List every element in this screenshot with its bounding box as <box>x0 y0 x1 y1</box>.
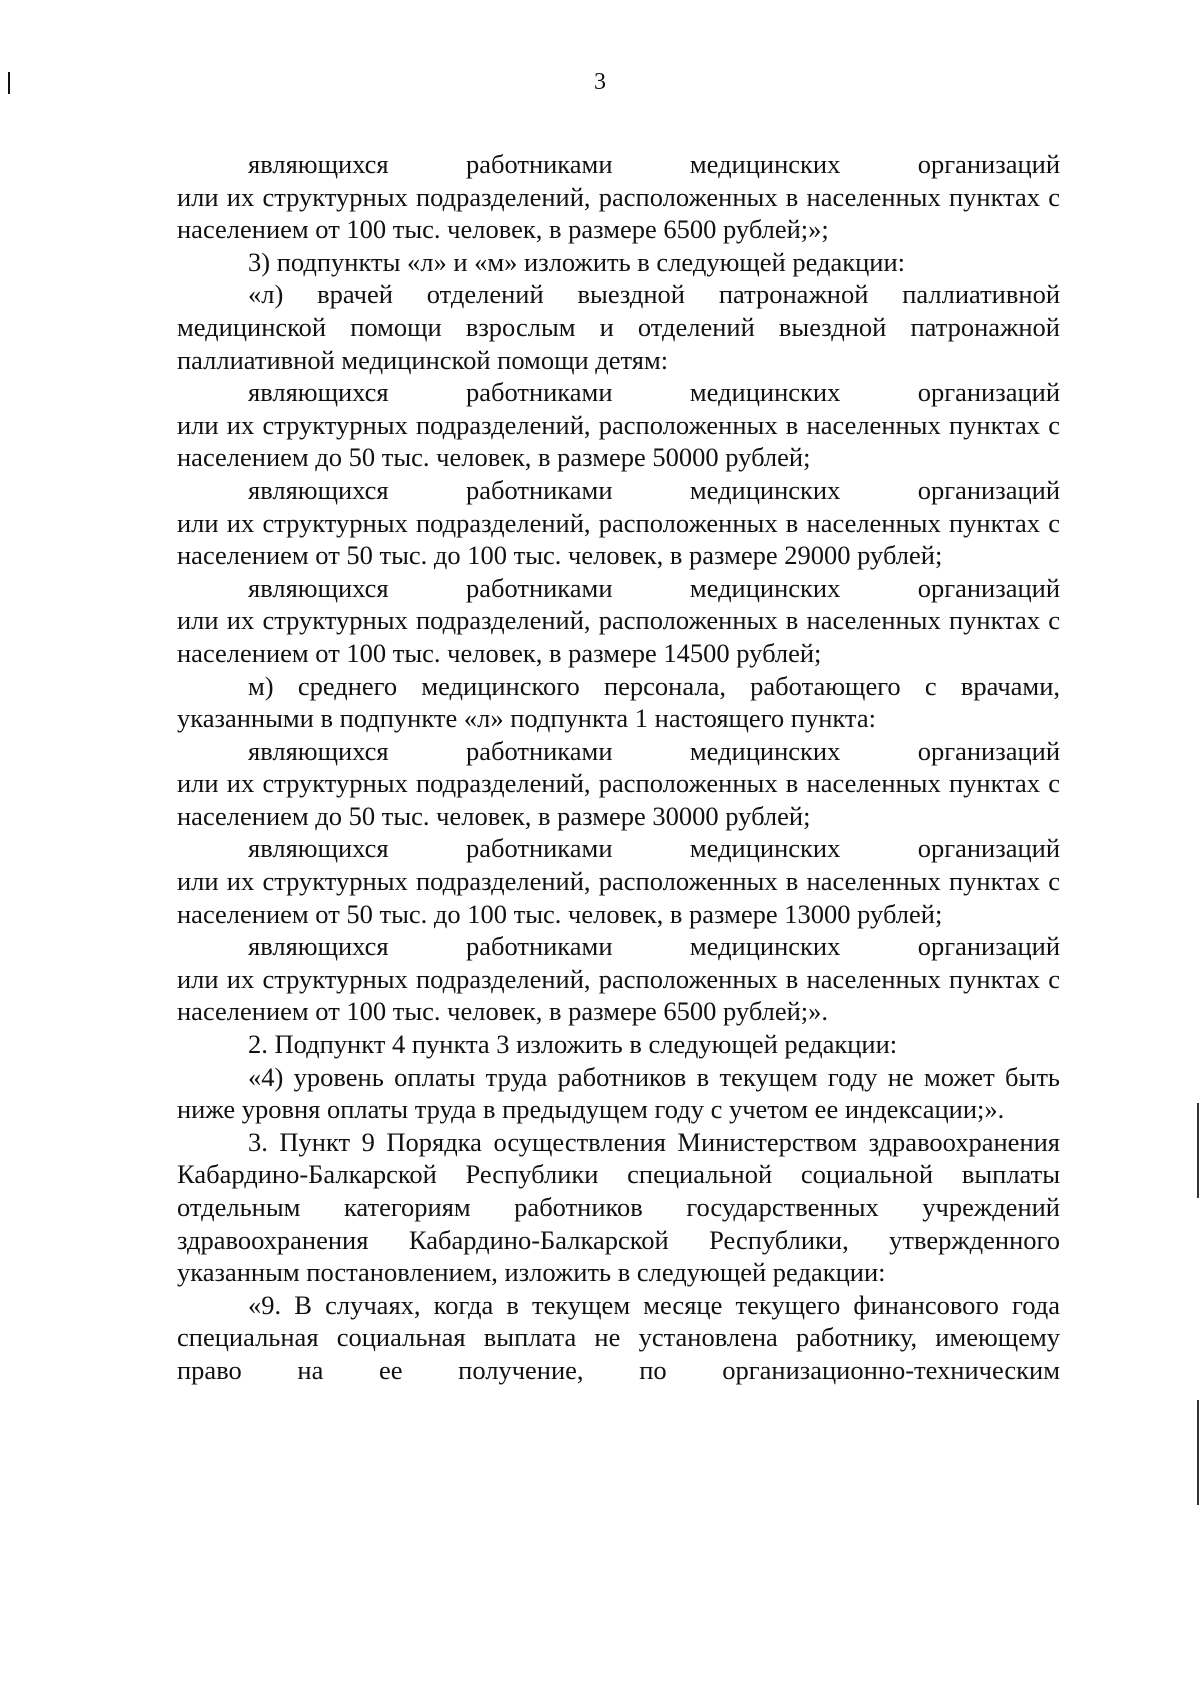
paragraph: 3) подпункты «л» и «м» изложить в следующей редакции: <box>248 246 906 277</box>
paragraph: или их структурных подразделений, расположенных в населенных пунктах с населением до 50 тыс. человек, в размере 50000 рублей; <box>177 409 1060 473</box>
paragraph: «л) врачей отделений выездной патронажной паллиативной медицинской помощи взрослым и отделений выездной патронажной паллиативной медицинской помощи детям: <box>177 279 1060 375</box>
paragraph: являющихся работниками медицинских организаций <box>248 377 1060 408</box>
paragraph: являющихся работниками медицинских организаций <box>248 833 1060 864</box>
paragraph: являющихся работниками медицинских организаций <box>248 474 1060 505</box>
paragraph: или их структурных подразделений, расположенных в населенных пунктах с населением от 100 тыс. человек, в размере 6500 рублей;». <box>177 963 1060 1027</box>
paragraph: или их структурных подразделений, расположенных в населенных пунктах с населением от 50 тыс. до 100 тыс. человек, в размере 13000 рублей; <box>177 866 1060 929</box>
scan-edge-mark <box>1197 1103 1199 1198</box>
paragraph: или их структурных подразделений, расположенных в населенных пунктах с населением от 100 тыс. человек, в размере 6500 рублей;»; <box>177 181 1060 245</box>
paragraph: 2. Подпункт 4 пункта 3 изложить в следующей редакции: <box>248 1029 898 1060</box>
paragraph: являющихся работниками медицинских организаций <box>248 572 1060 603</box>
paragraph: «9. В случаях, когда в текущем месяце текущего финансового года специальная социальная выплата не установлена работнику, имеющему право на ее получение, по организационно-техническим <box>177 1289 1060 1385</box>
paragraph: являющихся работниками медицинских организаций <box>248 931 1060 962</box>
paragraph: «4) уровень оплаты труда работников в текущем году не может быть ниже уровня оплаты труда в предыдущем году с учетом ее индексации;». <box>177 1061 1060 1125</box>
paragraph: м) среднего медицинского персонала, работающего с врачами, указанными в подпункте «л» подпункта 1 настоящего пункта: <box>177 670 1060 734</box>
document-body <box>177 148 1060 1387</box>
scan-edge-mark <box>1197 1400 1199 1505</box>
paragraph: 3. Пункт 9 Порядка осуществления Министерством здравоохранения Кабардино-Балкарской Республики специальной социальной выплаты отдельным категориям работников государственных учреждений здравоохранения Кабардино-Балкарской Республики, утвержденного указанным постановлением, изложить в следующей редакции: <box>177 1126 1060 1288</box>
paragraph: или их структурных подразделений, расположенных в населенных пунктах с населением от 100 тыс. человек, в размере 14500 рублей; <box>177 605 1060 668</box>
paragraph: или их структурных подразделений, расположенных в населенных пунктах с населением от 50 тыс. до 100 тыс. человек, в размере 29000 рублей; <box>177 507 1060 571</box>
paragraph: являющихся работниками медицинских организаций <box>248 149 1060 179</box>
paragraph: являющихся работниками медицинских организаций <box>248 735 1060 766</box>
page-number: 3 <box>594 69 606 95</box>
paragraph: или их структурных подразделений, расположенных в населенных пунктах с населением до 50 тыс. человек, в размере 30000 рублей; <box>177 768 1060 831</box>
